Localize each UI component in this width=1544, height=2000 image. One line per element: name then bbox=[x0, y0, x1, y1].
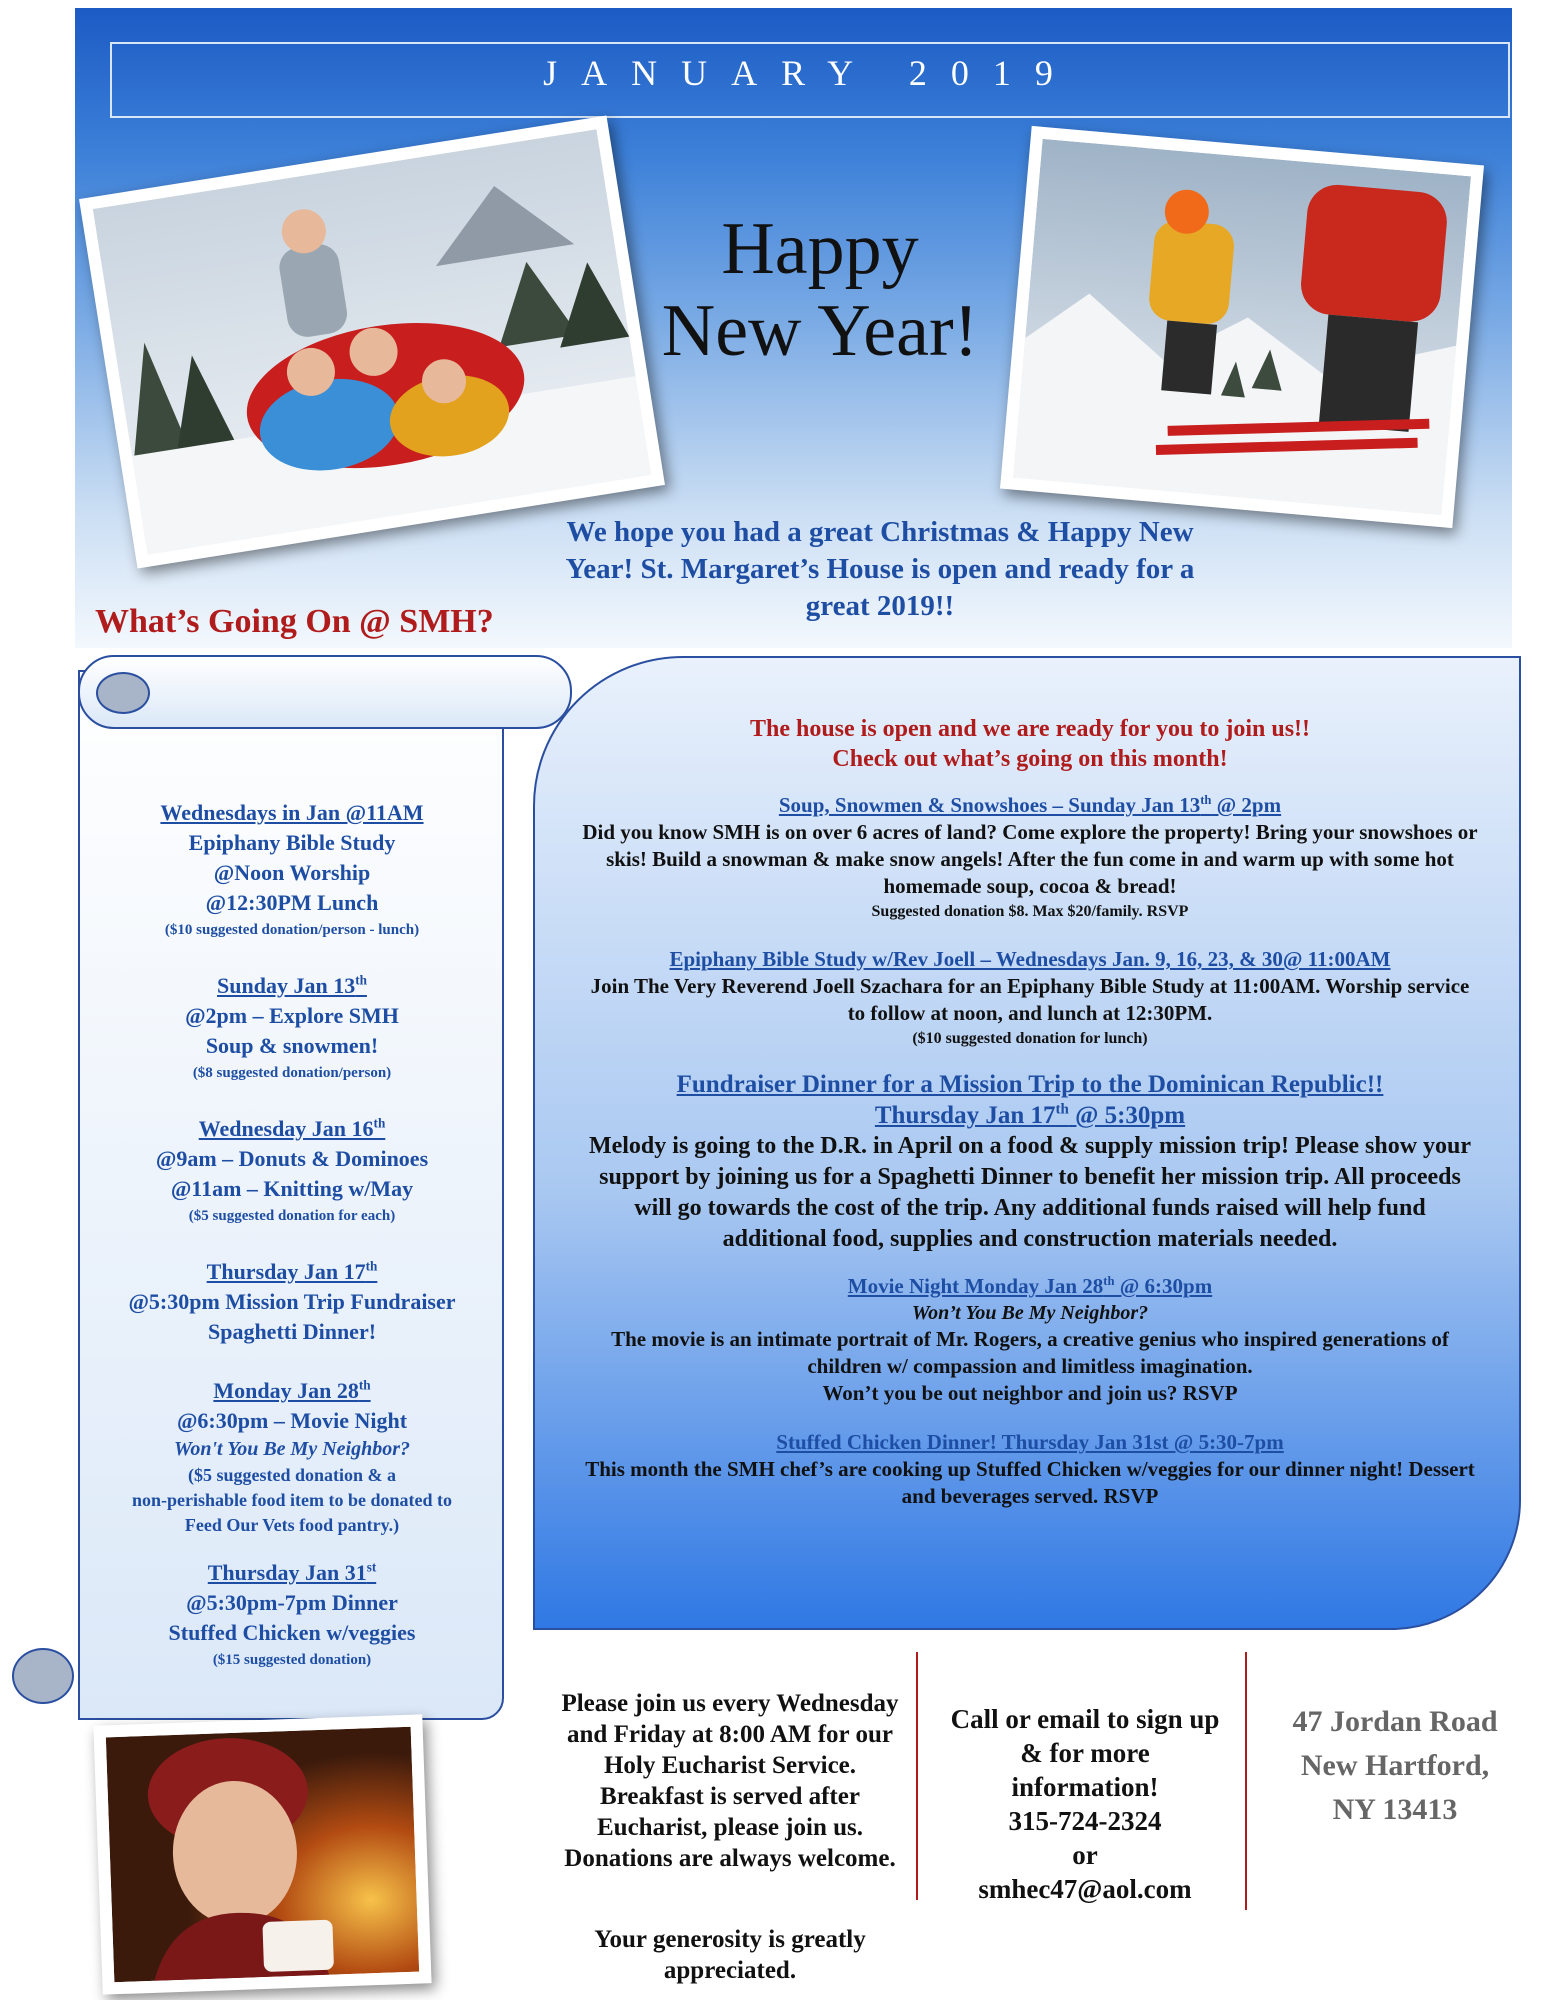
schedule-note: Feed Our Vets food pantry.) bbox=[184, 1515, 400, 1535]
main-events-content bbox=[580, 714, 1480, 1510]
event-date: Thursday Jan 17th @ 5:30pm bbox=[874, 1101, 1186, 1129]
family-snow-image bbox=[93, 129, 651, 554]
skiers-image bbox=[1013, 139, 1471, 515]
schedule-note: non-perishable food item to be donated to bbox=[131, 1490, 452, 1510]
schedule-block-thursday-31 bbox=[84, 1558, 500, 1672]
footer-divider-2 bbox=[1245, 1652, 1247, 1910]
schedule-note: ($15 suggested donation) bbox=[212, 1652, 372, 1668]
schedule-line: Stuffed Chicken w/veggies bbox=[168, 1620, 416, 1645]
woman-cocoa-photo bbox=[93, 1714, 431, 1994]
contact-or: or bbox=[1072, 1840, 1098, 1870]
headline-line-1: Happy bbox=[721, 208, 919, 290]
event-body: Join The Very Reverend Joell Szachara for an Epiphany Bible Study at 11:00AM. Worship service to follow at noon, and lunch at 12:30PM. bbox=[590, 974, 1470, 1025]
schedule-line: @11am – Knitting w/May bbox=[170, 1176, 414, 1201]
event-body: This month the SMH chef’s are cooking up Stuffed Chicken w/veggies for our dinner night! Dessert and beverages served. RSVP bbox=[585, 1457, 1475, 1508]
event-note: ($10 suggested donation for lunch) bbox=[912, 1030, 1148, 1047]
woman-cocoa-image bbox=[106, 1727, 419, 1982]
footer-divider-1 bbox=[916, 1652, 918, 1900]
schedule-block-sunday bbox=[84, 971, 500, 1085]
headline-line-2: New Year! bbox=[661, 290, 979, 372]
schedule-movie-title: Won't You Be My Neighbor? bbox=[174, 1438, 410, 1460]
schedule-note: ($5 suggested donation & a bbox=[187, 1465, 397, 1485]
schedule-block-wednesday bbox=[84, 1114, 500, 1228]
month-title: JANUARY 2019 bbox=[543, 53, 1077, 93]
event-fundraiser-dinner bbox=[580, 1069, 1480, 1255]
schedule-line: @5:30pm Mission Trip Fundraiser bbox=[128, 1289, 456, 1314]
schedule-line: @2pm – Explore SMH bbox=[185, 1003, 399, 1028]
event-body: The movie is an intimate portrait of Mr. Rogers, a creative genius who inspired generations of children w/ compassion and limitless imagination. bbox=[611, 1327, 1449, 1378]
address-line-3: NY 13413 bbox=[1332, 1793, 1458, 1826]
event-soup-snowmen bbox=[580, 792, 1480, 924]
event-movie-name: Won’t You Be My Neighbor? bbox=[911, 1302, 1149, 1324]
schedule-note: ($8 suggested donation/person) bbox=[192, 1065, 392, 1081]
callout-line-2: Check out what’s going on this month! bbox=[832, 746, 1228, 772]
schedule-title: Sunday Jan 13th bbox=[217, 972, 367, 998]
event-title: Stuffed Chicken Dinner! Thursday Jan 31st @ 5:30-7pm bbox=[776, 1430, 1284, 1454]
address-line-2: New Hartford, bbox=[1300, 1749, 1490, 1782]
happy-new-year-headline bbox=[620, 208, 1020, 372]
event-bible-study bbox=[580, 946, 1480, 1051]
event-body: Melody is going to the D.R. in April on a food & supply mission trip! Please show your support by joining us for a Spaghetti Dinner to benefit her mission trip. All proceeds will go towards the cost of the trip. Any additional funds raised will help fund additional food, supplies and construction materials needed. bbox=[588, 1133, 1472, 1252]
schedule-line: @9am – Donuts & Dominoes bbox=[155, 1146, 429, 1171]
schedule-line: @6:30pm – Movie Night bbox=[176, 1408, 408, 1433]
schedule-line: @12:30PM Lunch bbox=[205, 890, 379, 915]
schedule-title: Wednesdays in Jan @11AM bbox=[160, 800, 424, 825]
schedule-title: Monday Jan 28th bbox=[213, 1377, 371, 1403]
address-block bbox=[1255, 1700, 1535, 1832]
event-title: Movie Night Monday Jan 28th @ 6:30pm bbox=[847, 1274, 1213, 1298]
event-movie-night bbox=[580, 1273, 1480, 1407]
contact-phone: 315-724-2324 bbox=[1008, 1806, 1162, 1836]
event-body: Did you know SMH is on over 6 acres of land? Come explore the property! Bring your snowshoes or skis! Build a snowman & make snow angels! After the fun come in and warm up with some hot homemade soup, cocoa & bread! bbox=[582, 820, 1478, 898]
schedule-title: Thursday Jan 31st bbox=[207, 1559, 377, 1585]
event-title: Epiphany Bible Study w/Rev Joell – Wednesdays Jan. 9, 16, 23, & 30@ 11:00AM bbox=[669, 947, 1391, 971]
contact-intro: Call or email to sign up & for more information! bbox=[950, 1704, 1220, 1802]
schedule-block-bible bbox=[84, 798, 500, 942]
schedule-note: ($5 suggested donation for each) bbox=[188, 1208, 396, 1224]
schedule-line: @Noon Worship bbox=[213, 860, 371, 885]
event-body-rsvp: Won’t you be out neighbor and join us? RSVP bbox=[822, 1381, 1238, 1405]
schedule-title: Thursday Jan 17th bbox=[206, 1258, 378, 1284]
contact-block bbox=[945, 1702, 1225, 1906]
schedule-note: ($10 suggested donation/person - lunch) bbox=[164, 922, 420, 938]
intro-text: We hope you had a great Christmas & Happy New Year! St. Margaret’s House is open and ready for a great 2019!! bbox=[565, 516, 1195, 622]
scroll-curl-bottom-icon bbox=[12, 1648, 74, 1704]
header-rule-bottom bbox=[110, 116, 1510, 118]
whats-going-on-title: What’s Going On @ SMH? bbox=[95, 603, 494, 640]
schedule-line: Soup & snowmen! bbox=[205, 1033, 379, 1058]
event-note: Suggested donation $8. Max $20/family. RSVP bbox=[871, 903, 1189, 920]
schedule-block-monday bbox=[84, 1376, 500, 1538]
schedule-title: Wednesday Jan 16th bbox=[198, 1115, 386, 1141]
eucharist-note: Please join us every Wednesday and Friday at 8:00 AM for our Holy Eucharist Service. Breakfast is served after Eucharist, please join us. Donations are always welcome. bbox=[561, 1690, 899, 1872]
event-stuffed-chicken bbox=[580, 1429, 1480, 1510]
schedule-line: @5:30pm-7pm Dinner bbox=[186, 1590, 398, 1615]
event-title: Soup, Snowmen & Snowshoes – Sunday Jan 13th @ 2pm bbox=[778, 793, 1282, 817]
address-line-1: 47 Jordan Road bbox=[1292, 1705, 1498, 1738]
schedule-line: Epiphany Bible Study bbox=[188, 830, 396, 855]
scroll-curl-top-icon bbox=[96, 672, 150, 714]
contact-email: smhec47@aol.com bbox=[978, 1874, 1192, 1904]
schedule-block-thursday-17 bbox=[84, 1257, 500, 1347]
generosity-note: Your generosity is greatly appreciated. bbox=[594, 1926, 866, 1984]
scroll-top-roll bbox=[78, 655, 572, 729]
header-rule-top bbox=[110, 42, 1510, 44]
sidebar-schedule bbox=[84, 798, 500, 1701]
skiers-photo bbox=[1000, 126, 1484, 528]
schedule-line: Spaghetti Dinner! bbox=[207, 1319, 377, 1344]
callout-line-1: The house is open and we are ready for you to join us!! bbox=[749, 716, 1311, 742]
event-title: Fundraiser Dinner for a Mission Trip to the Dominican Republic!! bbox=[676, 1071, 1384, 1098]
